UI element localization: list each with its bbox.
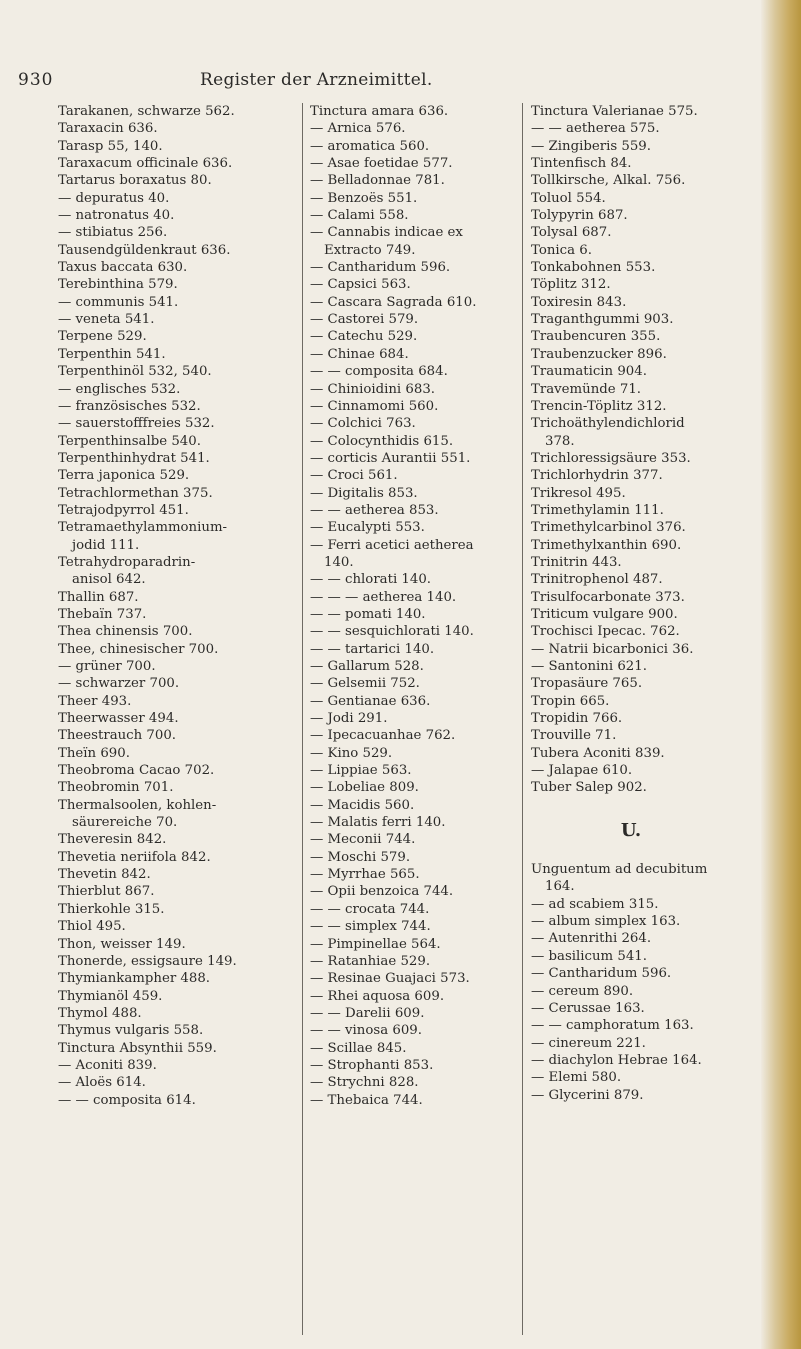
index-entry: Travemünde 71.: [531, 381, 642, 397]
index-entry: Terpenthinhydrat 541.: [58, 450, 210, 466]
index-entry: Theestrauch 700.: [58, 728, 177, 744]
index-entry: — Cantharidum 596.: [531, 966, 672, 982]
index-entry: — Cantharidum 596.: [310, 260, 451, 276]
index-entry: — Belladonnae 781.: [310, 173, 445, 189]
index-entry: Thymus vulgaris 558.: [58, 1023, 204, 1039]
index-entry: — Meconii 744.: [310, 832, 416, 848]
index-entry: — stibiatus 256.: [58, 225, 168, 241]
index-entry: — Benzoës 551.: [310, 190, 418, 206]
index-entry: — — composita 614.: [58, 1092, 196, 1108]
index-entry: — ad scabiem 315.: [531, 896, 659, 912]
index-entry: Unguentum ad decubitum: [531, 862, 708, 878]
index-entry: — Capsici 563.: [310, 277, 411, 293]
index-entry: — Natrii bicarbonici 36.: [531, 641, 694, 657]
index-entry: — — aetherea 853.: [310, 502, 439, 518]
section-letter-u: U.: [620, 819, 642, 841]
index-entry: Tetramaethylammonium-: [58, 520, 228, 536]
index-entry: Töplitz 312.: [531, 277, 611, 293]
index-entry: Tinctura amara 636.: [310, 104, 449, 119]
index-entry: Tuber Salep 902.: [531, 780, 647, 796]
index-entry: säurereiche 70.: [72, 815, 178, 831]
index-entry: — — tartarici 140.: [310, 641, 435, 657]
index-entry: — Calami 558.: [310, 208, 409, 224]
index-entry: Tolypyrin 687.: [531, 208, 628, 224]
index-entry: — aromatica 560.: [310, 138, 430, 154]
index-entry: — Cannabis indicae ex: [310, 225, 463, 241]
index-entry: — depuratus 40.: [58, 190, 170, 206]
index-entry: Triticum vulgare 900.: [531, 606, 678, 622]
index-entry: — corticis Aurantii 551.: [310, 450, 471, 466]
index-entry: — Chinioidini 683.: [310, 381, 436, 397]
index-entry: — Strychni 828.: [310, 1075, 419, 1091]
index-entry: Tausendgüldenkraut 636.: [58, 242, 231, 258]
index-entry: — Ferri acetici aetherea: [310, 537, 474, 553]
index-entry: Thebaïn 737.: [58, 606, 147, 622]
index-entry: — Aconiti 839.: [58, 1057, 157, 1073]
index-entry: — — crocata 744.: [310, 901, 430, 917]
index-entry: — grüner 700.: [58, 659, 156, 674]
index-entry: — Asae foetidae 577.: [310, 156, 453, 172]
index-entry: Tonkabohnen 553.: [531, 260, 656, 276]
index-entry: Traubenzucker 896.: [531, 346, 667, 362]
index-entry: Thierkohle 315.: [58, 901, 165, 917]
index-entry: — — Darelii 609.: [310, 1005, 425, 1021]
index-entry: — communis 541.: [58, 294, 179, 310]
index-entry: — Rhei aquosa 609.: [310, 988, 445, 1004]
index-entry: — — vinosa 609.: [310, 1023, 422, 1039]
index-entry: Thymol 488.: [58, 1005, 142, 1021]
index-entry: Terebinthina 579.: [58, 277, 178, 293]
index-entry: Tropasäure 765.: [531, 676, 643, 692]
index-entry: — Autenrithi 264.: [531, 931, 652, 947]
index-entry: 140.: [324, 554, 354, 570]
index-entry: Trouville 71.: [531, 728, 617, 744]
index-entry: — Chinae 684.: [310, 346, 409, 362]
index-entry: Traubencuren 355.: [531, 329, 661, 345]
index-entry: Taxus baccata 630.: [58, 260, 188, 276]
index-column-3-entries-u: [531, 861, 761, 1104]
index-entry: — Resinae Guajaci 573.: [310, 971, 470, 987]
index-entry: — Scillae 845.: [310, 1040, 407, 1056]
index-entry: Terpene 529.: [58, 329, 147, 345]
index-entry: Theveresin 842.: [58, 832, 167, 848]
index-entry: Trimethylamin 111.: [531, 502, 664, 518]
index-entry: — Myrrhae 565.: [310, 867, 420, 883]
index-entry: Extracto 749.: [324, 242, 416, 258]
index-entry: anisol 642.: [72, 572, 146, 588]
index-entry: Thermalsoolen, kohlen-: [58, 797, 217, 813]
index-entry: — diachylon Hebrae 164.: [531, 1052, 702, 1068]
index-entry: Thymiankampher 488.: [58, 971, 211, 987]
index-entry: Tintenfisch 84.: [531, 156, 632, 172]
index-entry: — Pimpinellae 564.: [310, 936, 441, 952]
index-entry: — Cascara Sagrada 610.: [310, 294, 477, 310]
column-divider: [522, 103, 523, 1335]
index-entry: Tinctura Absynthii 559.: [58, 1040, 217, 1056]
index-entry: — Zingiberis 559.: [531, 138, 651, 154]
index-entry: Tropin 665.: [531, 693, 610, 709]
index-entry: — album simplex 163.: [531, 914, 681, 930]
column-divider: [302, 103, 303, 1335]
index-entry: Trichlorhydrin 377.: [531, 468, 663, 484]
index-entry: — Opii benzoica 744.: [310, 884, 454, 900]
index-entry: Theïn 690.: [58, 745, 130, 761]
index-entry: — Aloës 614.: [58, 1075, 146, 1091]
index-entry: Thee, chinesischer 700.: [58, 641, 219, 657]
index-entry: Trinitrin 443.: [531, 554, 622, 570]
index-entry: — cereum 890.: [531, 983, 634, 999]
index-entry: Tubera Aconiti 839.: [531, 745, 665, 761]
index-entry: — Malatis ferri 140.: [310, 815, 446, 831]
index-entry: Traumaticin 904.: [531, 364, 647, 380]
index-entry: — Gallarum 528.: [310, 659, 424, 674]
index-entry: jodid 111.: [72, 537, 140, 553]
index-entry: — Glycerini 879.: [531, 1087, 644, 1103]
index-entry: — — camphoratum 163.: [531, 1018, 694, 1034]
index-entry: — — composita 684.: [310, 364, 448, 380]
index-entry: — cinereum 221.: [531, 1035, 646, 1051]
index-entry: Thevetin 842.: [58, 867, 151, 883]
index-entry: — Colocynthidis 615.: [310, 433, 454, 449]
index-entry: — Kino 529.: [310, 745, 393, 761]
index-entry: Traganthgummi 903.: [531, 312, 674, 328]
index-entry: Tonica 6.: [531, 242, 592, 258]
index-entry: Trikresol 495.: [531, 485, 626, 501]
index-entry: — — — aetherea 140.: [310, 589, 457, 605]
index-entry: — Macidis 560.: [310, 797, 415, 813]
index-entry: Toxiresin 843.: [531, 294, 627, 310]
page-edge-shading: [761, 0, 801, 1349]
index-entry: — Gelsemii 752.: [310, 676, 420, 692]
index-entry: — Cerussae 163.: [531, 1000, 645, 1016]
index-entry: — Ratanhiae 529.: [310, 953, 431, 969]
index-entry: Tarakanen, schwarze 562.: [58, 104, 235, 119]
index-entry: Taraxacum officinale 636.: [58, 156, 233, 172]
index-entry: — Eucalypti 553.: [310, 520, 425, 536]
index-entry: — Castorei 579.: [310, 312, 419, 328]
index-entry: — — sesquichlorati 140.: [310, 624, 474, 640]
index-entry: — Jalapae 610.: [531, 763, 633, 779]
index-entry: Terpenthinöl 532, 540.: [58, 364, 212, 380]
index-entry: Thonerde, essigsaure 149.: [58, 953, 237, 969]
index-entry: — sauerstofffreies 532.: [58, 416, 215, 432]
index-column-3: [531, 103, 761, 1104]
index-entry: Toluol 554.: [531, 190, 606, 206]
index-entry: — Catechu 529.: [310, 329, 418, 345]
index-entry: Trencin-Töplitz 312.: [531, 398, 667, 414]
index-entry: Tetrajodpyrrol 451.: [58, 502, 189, 518]
index-entry: Theobromin 701.: [58, 780, 174, 796]
index-entry: — — chlorati 140.: [310, 572, 432, 588]
index-entry: — Gentianae 636.: [310, 693, 431, 709]
index-entry: — Cinnamomi 560.: [310, 398, 439, 414]
index-entry: — — simplex 744.: [310, 919, 431, 935]
index-entry: — Colchici 763.: [310, 416, 416, 432]
index-entry: — Lippiae 563.: [310, 763, 412, 779]
index-entry: Thea chinensis 700.: [58, 624, 193, 640]
index-entry: Thymianöl 459.: [58, 988, 163, 1004]
index-entry: Trichloressigsäure 353.: [531, 450, 691, 466]
index-entry: Tinctura Valerianae 575.: [531, 104, 698, 119]
index-entry: Tolysal 687.: [531, 225, 612, 241]
index-entry: Tarasp 55, 140.: [58, 138, 163, 154]
index-entry: Tropidin 766.: [531, 711, 623, 727]
index-entry: — Santonini 621.: [531, 659, 647, 674]
index-entry: Thon, weisser 149.: [58, 936, 186, 952]
index-entry: — Croci 561.: [310, 468, 398, 484]
index-entry: Thierblut 867.: [58, 884, 155, 900]
index-entry: — Elemi 580.: [531, 1070, 622, 1086]
index-column-3-entries: [531, 103, 761, 797]
index-entry: — Lobeliae 809.: [310, 780, 419, 796]
index-entry: — Strophanti 853.: [310, 1057, 434, 1073]
index-entry: Trimethylxanthin 690.: [531, 537, 682, 553]
index-entry: — — pomati 140.: [310, 606, 426, 622]
index-entry: Thevetia neriifola 842.: [58, 849, 211, 865]
index-entry: — englisches 532.: [58, 381, 181, 397]
index-entry: Terpenthinsalbe 540.: [58, 433, 201, 449]
index-entry: Taraxacin 636.: [58, 121, 158, 137]
index-entry: — Ipecacuanhae 762.: [310, 728, 456, 744]
index-entry: — Jodi 291.: [310, 711, 388, 727]
index-entry: Tetrachlormethan 375.: [58, 485, 213, 501]
index-entry: — schwarzer 700.: [58, 676, 180, 692]
index-entry: — — aetherea 575.: [531, 121, 660, 137]
index-entry: — basilicum 541.: [531, 948, 647, 964]
index-entry: Theer 493.: [58, 693, 132, 709]
running-title: Register der Arzneimittel.: [200, 70, 433, 90]
page-number: 930: [18, 70, 54, 90]
index-entry: 164.: [545, 879, 575, 895]
index-column-2: [310, 103, 515, 1109]
index-entry: Trisulfocarbonate 373.: [531, 589, 685, 605]
index-entry: Trichoäthylendichlorid: [531, 416, 685, 432]
index-entry: — Digitalis 853.: [310, 485, 418, 501]
index-entry: — Arnica 576.: [310, 121, 406, 137]
index-entry: Thallin 687.: [58, 589, 139, 605]
index-entry: Trochisci Ipecac. 762.: [531, 624, 680, 640]
index-entry: Theerwasser 494.: [58, 711, 179, 727]
index-entry: Trinitrophenol 487.: [531, 572, 663, 588]
index-entry: Tetrahydroparadrin-: [58, 554, 196, 570]
index-column-1: [58, 103, 290, 1109]
index-entry: Tartarus boraxatus 80.: [58, 173, 212, 189]
index-entry: — natronatus 40.: [58, 208, 175, 224]
index-entry: Trimethylcarbinol 376.: [531, 520, 686, 536]
index-entry: 378.: [545, 433, 575, 449]
index-entry: — Thebaica 744.: [310, 1092, 423, 1108]
index-entry: Thiol 495.: [58, 919, 126, 935]
index-entry: Tollkirsche, Alkal. 756.: [531, 173, 686, 189]
index-entry: Terra japonica 529.: [58, 468, 190, 484]
index-entry: — französisches 532.: [58, 398, 201, 414]
index-entry: Theobroma Cacao 702.: [58, 763, 215, 779]
index-entry: — veneta 541.: [58, 312, 155, 328]
index-entry: — Moschi 579.: [310, 849, 411, 865]
index-entry: Terpenthin 541.: [58, 346, 166, 362]
